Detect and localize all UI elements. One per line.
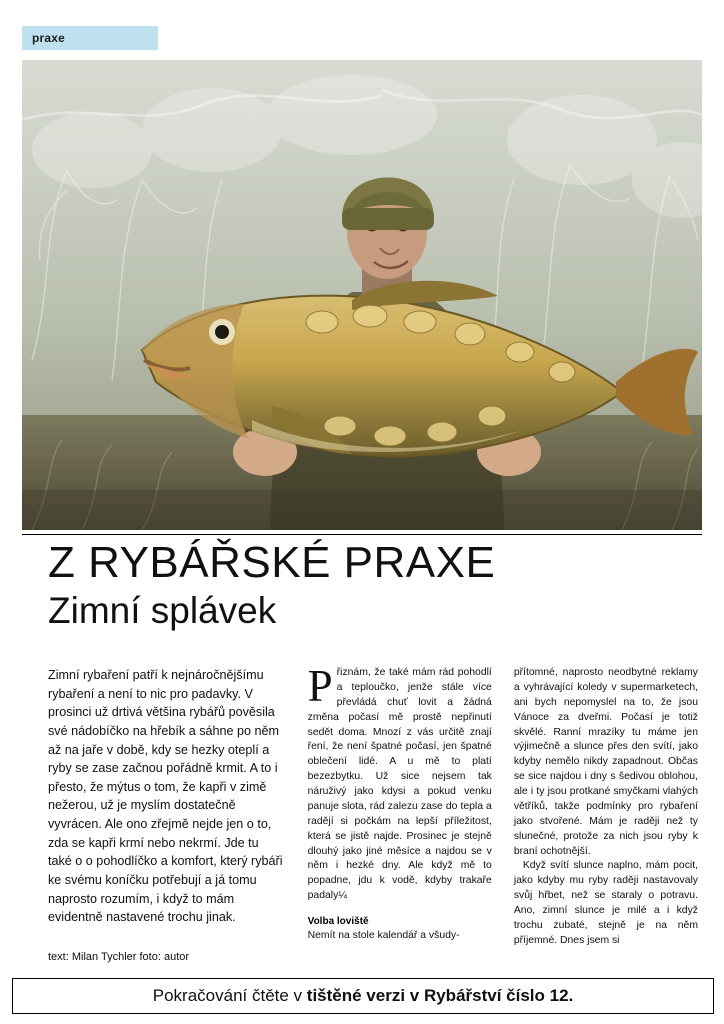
lead-column [48,666,286,963]
headline-divider [22,534,702,535]
continuation-text [153,986,574,1006]
middle-column [307,661,492,963]
continuation-text-plain: Pokračování čtěte v [152,986,307,1005]
author-credit: text: Milan Tychler foto: autor [48,950,190,963]
right-paragraph-2: Když svítí slunce naplno, mám pocit, jako kdyby mu ryby raději nastavovaly svůj hřbet, než se staraly o potravu. Ano, zimní slunce je milé a i když trochu zubaté, stejně je na něm příjemné. Dnes jsem si [513,860,698,946]
headline-block [48,540,688,631]
lead-paragraph: Zimní rybaření patří k nejnáročnějšímu rybaření a není to nic pro padavky. V prosinci už drtivá většina rybářů pověsila své nádobíčko na hřebík a sáhne po něm až na jaře v době, kdy se hezky oteplí a ryby se zase začnou pořádně krmit. A to i přesto, že mýtus o tom, že kapři v zimě nežerou, už je myslím dostatečně vyvrácen. Ale ono zřejmě nejde jen o to, zda se kapři krmí nebo nekrmí. Jde tu také o o pohodlíčko a komfort, který rybáři ke svému koníčku potřebují a já tomu naprosto rozumím, i když to mám evidentně nastavené trochu jinak. [48,668,283,925]
article-columns [48,661,698,963]
article-photo [22,60,702,530]
photo-illustration [22,60,702,530]
middle-paragraph-1-text: řiznám, že také mám rád pohodlí a teploučko, jenže stále více převládá chuť lovit a žádná změna počasí mě prostě nepřinutí sedět doma. Mnozí z vás určitě znají ření, že není špatné počasí, jen špatné oblečení lidé. A u mě to platí bezezbytku. Už sice nejsem tak náruživý jako kdysi a pokud venku panuje slota, rád zalezu zase do tepla a radějí si počkám na lepší příležitost, která se jistě najde. Prosinec je stejně dlouhý jako jiné měsíce a najdou se v něm i hezké dny. Ale když mě to popadne, jdu k vodě, kdyby trakaře padaly¼ [307,667,492,902]
page-subtitle: Zimní splávek [48,589,277,631]
right-column [514,666,698,963]
section-tag [22,26,158,50]
page-title: Z RYBÁŘSKÉ PRAXE [48,538,496,587]
right-paragraph-1: přítomné, naprosto neodbytné reklamy a vyhrávající koledy v supermarketech, ani bych nepomyslel na to, že jsou Vánoce za dveřmi. Počasí je totiž skvělé. Ranní mrazíky tu máme jen výjimečně a slunce přes den svítí, jako kdyby nemělo nikdy zapadnout. Občas se sice najdou i dny s šedivou oblohou, ale i ty jsou protkané smyčkami vlahých větříků, takže podmínky pro rybaření jako stvořené. Mám je raději než ty slunečné, protože za nich jsou ryby k braní ochotnější. [513,667,698,857]
subsection-title: Volba loviště [307,916,369,927]
section-tag-label: praxe [32,31,66,45]
middle-paragraph-2: Nemít na stole kalendář a všudy- [307,930,460,941]
middle-paragraph-1 [307,661,492,904]
continuation-text-bold: tištěné verzi v Rybářství číslo 12. [306,986,574,1005]
continuation-banner [12,978,714,1014]
dropcap: P [307,661,333,711]
